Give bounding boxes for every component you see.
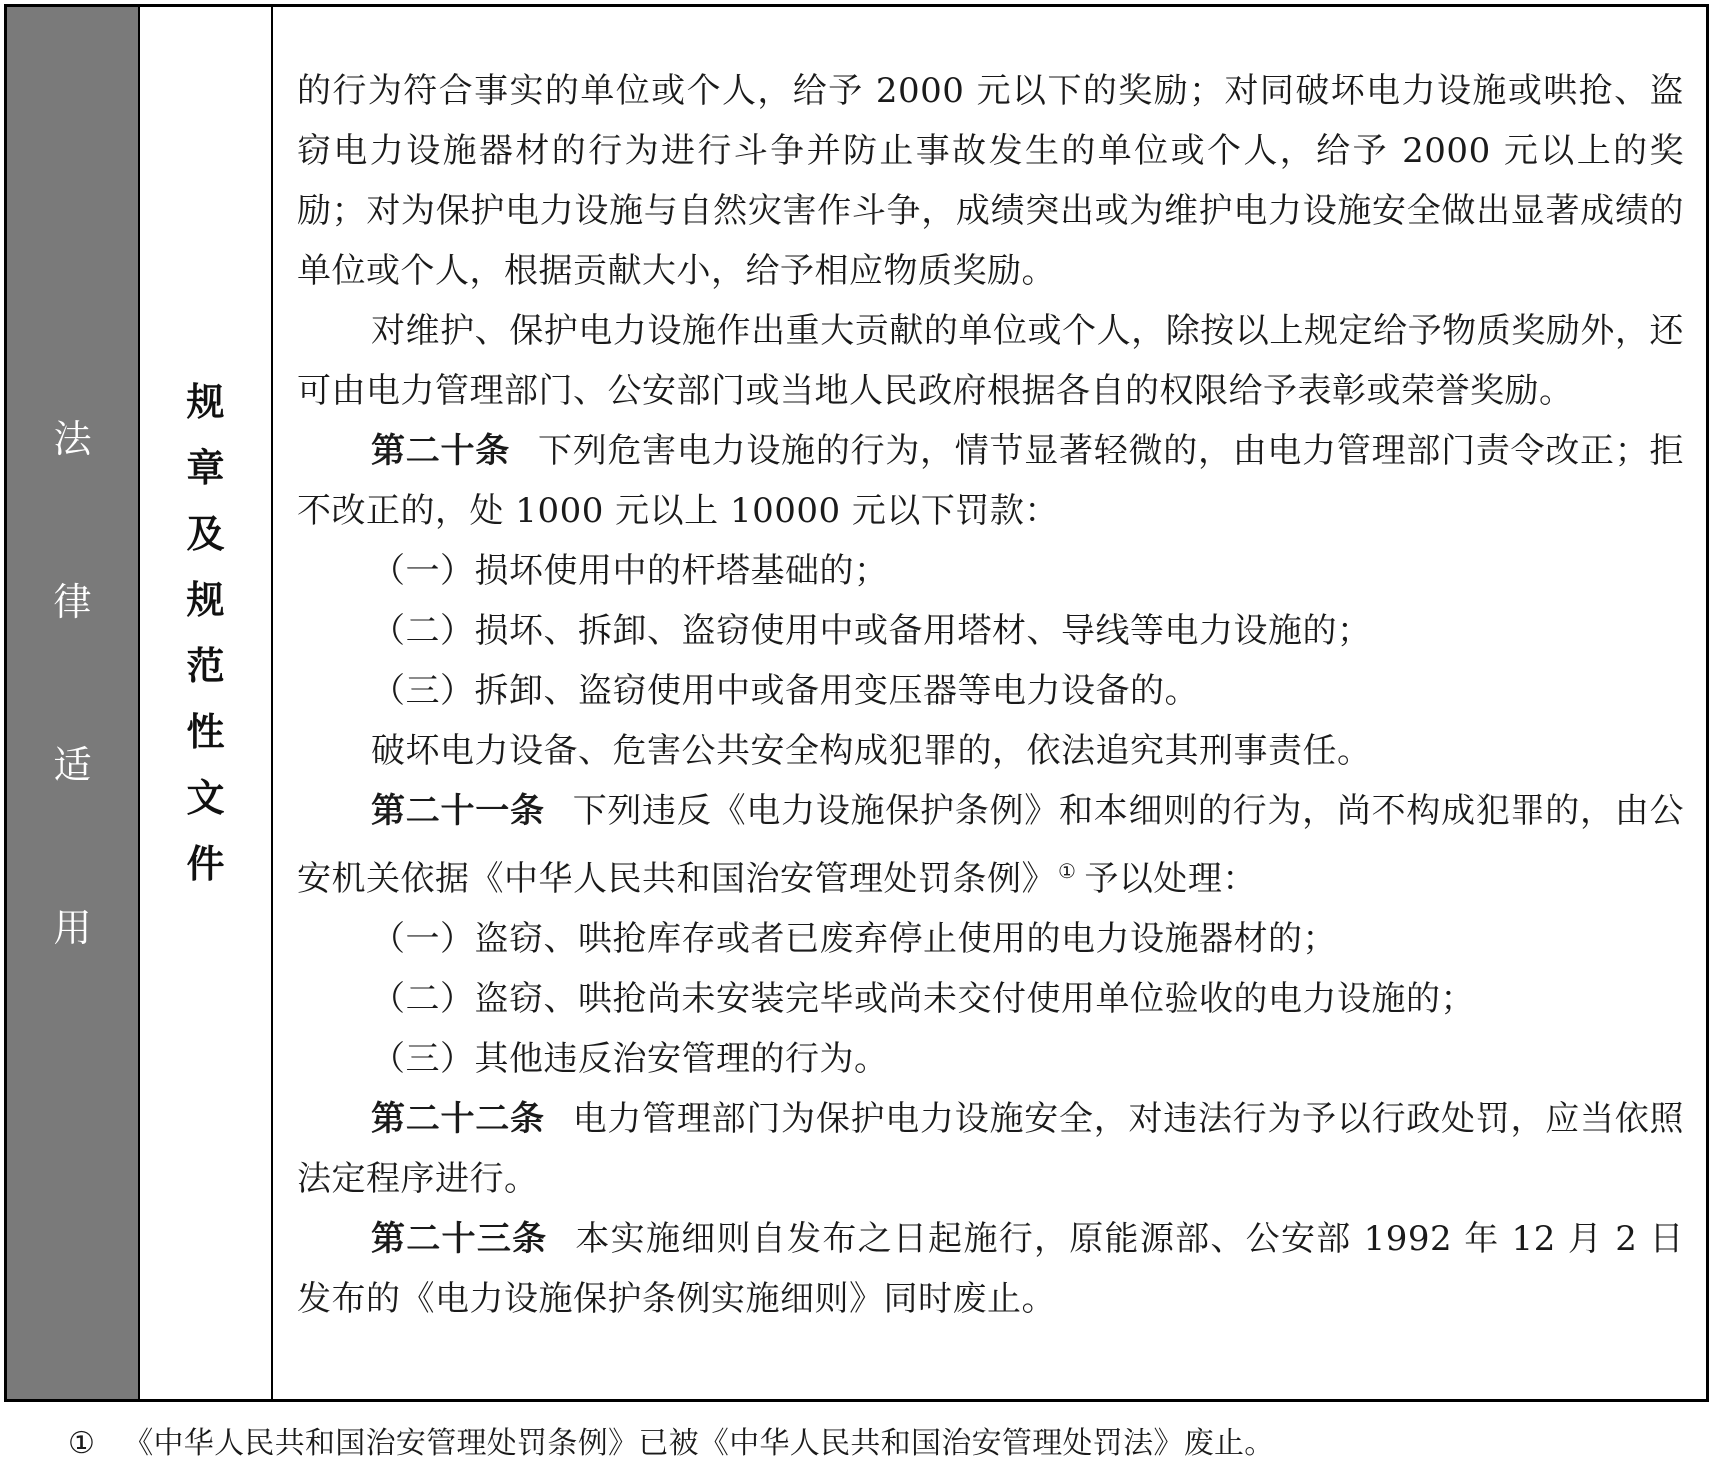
article-paragraph	[297, 1089, 1684, 1209]
paragraph-text: （二）盗窃、哄抢尚未安装完毕或尚未交付使用单位验收的电力设施的；	[371, 979, 1475, 1019]
paragraph	[297, 909, 1684, 969]
paragraph	[297, 721, 1684, 781]
paragraph	[297, 301, 1684, 421]
paragraph-text: 对维护、保护电力设施作出重大贡献的单位或个人，除按以上规定给予物质奖励外，还可由电力管理部门、公安部门或当地人民政府根据各自的权限给予表彰或荣誉奖励。	[297, 311, 1684, 411]
paragraph-text-continued: 予以处理：	[1084, 859, 1257, 899]
subcategory-column	[140, 7, 273, 1399]
paragraph-text: 下列违反《电力设施保护条例》和本细则的行为，尚不构成犯罪的，由公安机关依据《中华人民共和国治安管理处罚条例》	[297, 791, 1685, 899]
paragraph-text: 电力管理部门为保护电力设施安全，对违法行为予以行政处罚，应当依照法定程序进行。	[297, 1099, 1685, 1199]
subcategory-char: 范	[186, 644, 225, 688]
subcategory-char: 文	[186, 776, 225, 820]
article-paragraph	[297, 1209, 1684, 1329]
paragraph	[297, 661, 1684, 721]
subcategory-char: 规	[186, 380, 225, 424]
paragraph-text: 的行为符合事实的单位或个人，给予 2000 元以下的奖励；对同破坏电力设施或哄抢、盗窃电力设施器材的行为进行斗争并防止事故发生的单位或个人，给予 2000 元以上的奖励；对为保护电力设施与自然灾害作斗争，成绩突出或为维护电力设施安全做出显著成绩的单位或个人，根据贡献大小，给予相应物质奖励。	[297, 71, 1684, 291]
category-column	[7, 7, 140, 1399]
subcategory-char: 件	[186, 842, 225, 886]
article-number: 第二十一条	[371, 791, 545, 831]
subcategory-char: 章	[186, 446, 225, 490]
paragraph-text: （二）损坏、拆卸、盗窃使用中或备用塔材、导线等电力设施的；	[371, 611, 1372, 651]
category-char: 法	[53, 416, 92, 461]
article-number: 第二十条	[371, 431, 510, 471]
article-paragraph	[297, 421, 1684, 541]
category-char: 适	[53, 742, 92, 787]
document-table	[4, 4, 1709, 1402]
paragraph-text: 破坏电力设备、危害公共安全构成犯罪的，依法追究其刑事责任。	[371, 731, 1372, 771]
subcategory-char: 规	[186, 578, 225, 622]
paragraph	[297, 541, 1684, 601]
paragraph-text: 本实施细则自发布之日起施行，原能源部、公安部 1992 年 12 月 2 日发布的《电力设施保护条例实施细则》同时废止。	[297, 1219, 1684, 1319]
paragraph-text: （一）损坏使用中的杆塔基础的；	[371, 551, 889, 591]
category-char: 用	[53, 905, 92, 950]
subcategory-char: 性	[186, 710, 225, 754]
paragraph	[297, 601, 1684, 661]
paragraph-text: （三）拆卸、盗窃使用中或备用变压器等电力设备的。	[371, 671, 1199, 711]
article-number: 第二十三条	[371, 1219, 548, 1259]
paragraph	[297, 61, 1684, 301]
subcategory-char: 及	[186, 512, 225, 556]
paragraph	[297, 1029, 1684, 1089]
article-number: 第二十二条	[371, 1099, 545, 1139]
article-paragraph	[297, 781, 1684, 909]
paragraph-text: 下列危害电力设施的行为，情节显著轻微的，由电力管理部门责令改正；拒不改正的，处 1000 元以上 10000 元以下罚款：	[297, 431, 1685, 531]
paragraph	[297, 969, 1684, 1029]
paragraph-text: （一）盗窃、哄抢库存或者已废弃停止使用的电力设施器材的；	[371, 919, 1337, 959]
footnote-mark: ①	[68, 1426, 96, 1461]
category-char: 律	[53, 579, 92, 624]
paragraph-text: （三）其他违反治安管理的行为。	[371, 1039, 889, 1079]
footnote-reference: ①	[1058, 859, 1077, 883]
regulation-text	[273, 7, 1706, 1399]
footnote-text: 《中华人民共和国治安管理处罚条例》已被《中华人民共和国治安管理处罚法》废止。	[123, 1426, 1275, 1461]
footnote	[68, 1418, 1275, 1462]
